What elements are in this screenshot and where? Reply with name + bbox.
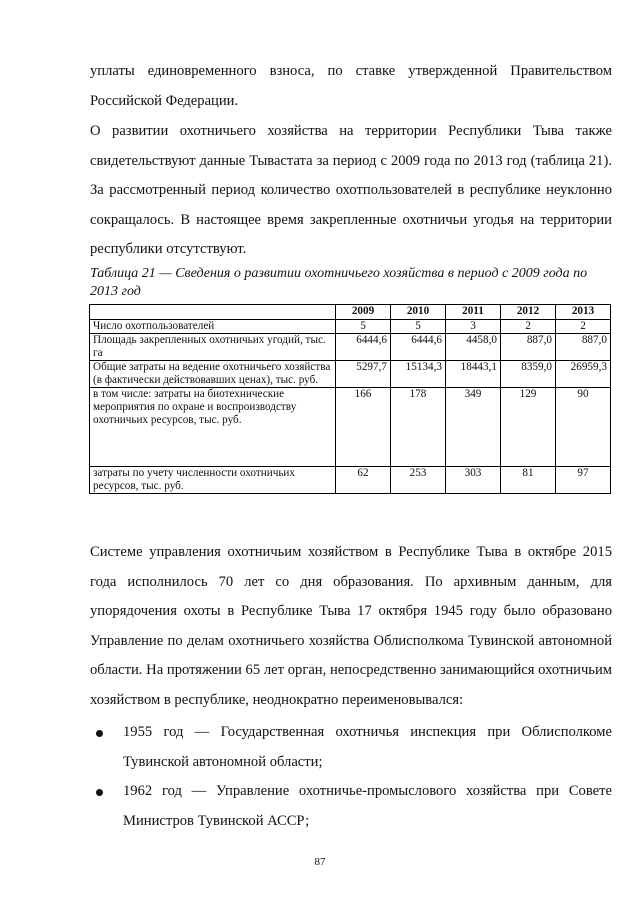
cell-value: 349 — [446, 388, 501, 467]
header-label-cell — [90, 305, 336, 320]
cell-value: 62 — [336, 467, 391, 494]
cell-value: 178 — [391, 388, 446, 467]
cell-value: 887,0 — [556, 334, 611, 361]
list-item-text: 1955 год — Государственная охотничья инспекция при Облисполкоме Тувинской автономной области; — [123, 724, 612, 770]
cell-value: 81 — [501, 467, 556, 494]
list-item — [90, 777, 612, 836]
cell-value: 6444,6 — [336, 334, 391, 361]
cell-value: 3 — [446, 320, 501, 334]
cell-value: 90 — [556, 388, 611, 467]
cell-value: 2 — [556, 320, 611, 334]
cell-value: 5 — [391, 320, 446, 334]
cell-value: 129 — [501, 388, 556, 467]
paragraph-intro: уплаты единовременного взноса, по ставке утвержденной Правительством Российской Федерации. — [90, 63, 612, 109]
table-row — [90, 361, 611, 388]
cell-value: 18443,1 — [446, 361, 501, 388]
cell-value: 4458,0 — [446, 334, 501, 361]
cell-value: 887,0 — [501, 334, 556, 361]
paragraph-management-history: Системе управления охотничьим хозяйством в Республике Тыва в октябре 2015 года исполнилось 70 лет со дня образования. По архивным данным, для упорядочения охоты в Республике Тыва 17 октября 1945 году было образовано Управление по делам охотничьего хозяйства Облисполкома Тувинской автономной области. На протяжении 65 лет орган, непосредственно занимающийся охотничьим хозяйством в республике, неоднократно переименовывался: — [90, 544, 612, 708]
row-label: затраты по учету численности охотничьих ресурсов, тыс. руб. — [90, 467, 336, 494]
row-label: Общие затраты на ведение охотничьего хозяйства (в фактически действовавших ценах), тыс. руб. — [90, 361, 336, 388]
row-label: Площадь закрепленных охотничьих угодий, тыс. га — [90, 334, 336, 361]
cell-value: 26959,3 — [556, 361, 611, 388]
header-year: 2013 — [556, 305, 611, 320]
hunting-stats-table — [89, 304, 611, 494]
cell-value: 97 — [556, 467, 611, 494]
table-row — [90, 320, 611, 334]
table-row — [90, 388, 611, 467]
cell-value: 2 — [501, 320, 556, 334]
cell-value: 8359,0 — [501, 361, 556, 388]
paragraph-tyvastat: О развитии охотничьего хозяйства на территории Республики Тыва также свидетельствуют данные Тывастата за период с 2009 года по 2013 год (таблица 21). За рассмотренный период количество охотпользователей в республике неуклонно сокращалось. В настоящее время закрепленные охотничьи угодья на территории республики отсутствуют. — [90, 123, 612, 257]
row-label: Число охотпользователей — [90, 320, 336, 334]
cell-value: 15134,3 — [391, 361, 446, 388]
table-header-row — [90, 305, 611, 320]
table-row — [90, 467, 611, 494]
rename-history-list — [90, 718, 612, 836]
header-year: 2009 — [336, 305, 391, 320]
list-item-text: 1962 год — Управление охотничье-промыслового хозяйства при Совете Министров Тувинской АССР; — [123, 783, 612, 829]
cell-value: 303 — [446, 467, 501, 494]
table-caption: Таблица 21 — Сведения о развитии охотничьего хозяйства в период с 2009 года по 2013 год — [90, 266, 588, 299]
row-label: в том числе: затраты на биотехнические мероприятия по охране и воспроизводству охотничьих ресурсов, тыс. руб. — [90, 388, 336, 467]
bullet-icon — [96, 730, 103, 737]
header-year: 2011 — [446, 305, 501, 320]
page-number: 87 — [314, 856, 326, 868]
cell-value: 166 — [336, 388, 391, 467]
cell-value: 253 — [391, 467, 446, 494]
header-year: 2010 — [391, 305, 446, 320]
header-year: 2012 — [501, 305, 556, 320]
bullet-icon — [96, 789, 103, 796]
cell-value: 5 — [336, 320, 391, 334]
cell-value: 5297,7 — [336, 361, 391, 388]
table-row — [90, 334, 611, 361]
list-item — [90, 718, 612, 777]
cell-value: 6444,6 — [391, 334, 446, 361]
